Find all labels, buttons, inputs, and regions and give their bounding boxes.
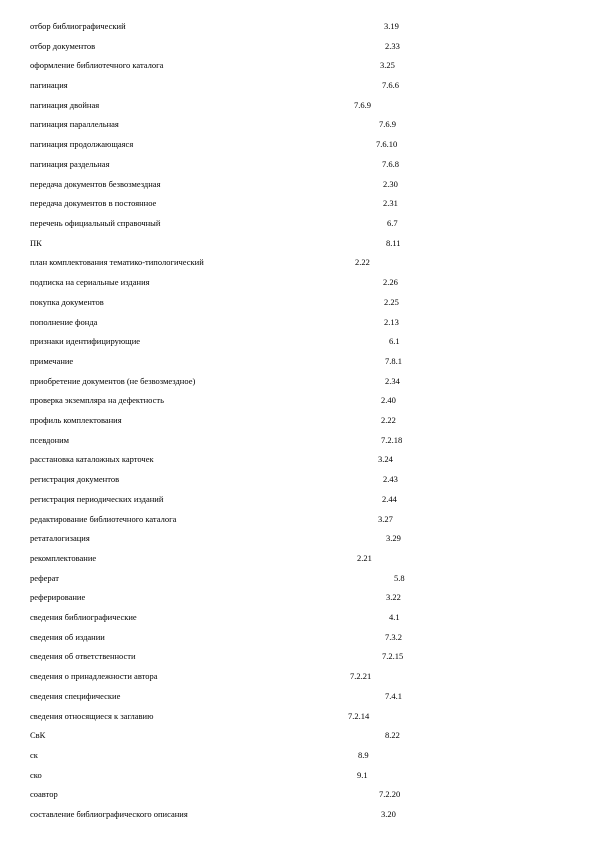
index-entry (0, 650, 595, 662)
index-entry (0, 138, 595, 150)
index-term: пагинация (30, 80, 68, 90)
index-reference-number: 2.33 (385, 41, 400, 51)
index-reference-number: 2.30 (383, 179, 398, 189)
index-term: сведения об ответственности (30, 651, 136, 661)
index-term: оформление библиотечного каталога (30, 60, 164, 70)
index-entry (0, 40, 595, 52)
index-reference-number: 7.6.6 (382, 80, 399, 90)
index-term: расстановка каталожных карточек (30, 454, 154, 464)
index-term: пагинация параллельная (30, 119, 119, 129)
index-reference-number: 6.7 (387, 218, 398, 228)
index-term: подписка на сериальные издания (30, 277, 150, 287)
index-term: примечание (30, 356, 74, 366)
index-term: пополнение фонда (30, 317, 98, 327)
index-reference-number: 7.3.2 (385, 632, 402, 642)
index-reference-number: 3.24 (378, 454, 393, 464)
index-term: проверка экземпляра на дефектность (30, 395, 164, 405)
index-reference-number: 7.2.20 (379, 789, 401, 799)
index-term: сведения относящиеся к заглавию (30, 711, 154, 721)
index-term: реферирование (30, 592, 86, 602)
index-entry (0, 256, 595, 268)
index-reference-number: 4.1 (389, 612, 400, 622)
index-term: сведения о принадлежности автора (30, 671, 158, 681)
index-term: псевдоним (30, 435, 70, 445)
index-term: составление библиографического описания (30, 809, 188, 819)
index-entry (0, 237, 595, 249)
index-term: отбор библиографический (30, 21, 126, 31)
index-term: приобретение документов (не безвозмездное) (30, 376, 196, 386)
index-term: сведения специфические (30, 691, 121, 701)
index-reference-number: 2.40 (381, 395, 396, 405)
index-reference-number: 7.2.15 (382, 651, 404, 661)
index-reference-number: 3.25 (380, 60, 395, 70)
index-reference-number: 9.1 (357, 770, 368, 780)
index-reference-number: 2.25 (384, 297, 399, 307)
index-entry (0, 631, 595, 643)
index-entry (0, 532, 595, 544)
index-entry (0, 670, 595, 682)
index-reference-number: 2.22 (355, 257, 370, 267)
index-term: передача документов в постоянное (30, 198, 157, 208)
index-reference-number: 2.13 (384, 317, 399, 327)
index-entry (0, 769, 595, 781)
index-entry (0, 808, 595, 820)
index-entry (0, 710, 595, 722)
index-term: регистрация периодических изданий (30, 494, 164, 504)
index-reference-number: 7.6.9 (379, 119, 396, 129)
index-reference-number: 7.6.9 (354, 100, 371, 110)
index-term: редактирование библиотечного каталога (30, 514, 177, 524)
index-entry (0, 375, 595, 387)
index-entry (0, 729, 595, 741)
index-entry (0, 453, 595, 465)
index-reference-number: 6.1 (389, 336, 400, 346)
index-term: пагинация раздельная (30, 159, 110, 169)
index-reference-number: 2.34 (385, 376, 400, 386)
index-term: сведения библиографические (30, 612, 137, 622)
index-term: сведения об издании (30, 632, 105, 642)
index-entry (0, 217, 595, 229)
index-entry (0, 749, 595, 761)
index-entry (0, 414, 595, 426)
index-term: профиль комплектования (30, 415, 122, 425)
index-entry (0, 178, 595, 190)
index-entry (0, 355, 595, 367)
index-reference-number: 2.44 (382, 494, 397, 504)
index-reference-number: 7.2.21 (350, 671, 372, 681)
index-entry (0, 79, 595, 91)
index-term: план комплектования тематико-типологический (30, 257, 204, 267)
index-term: реферат (30, 573, 59, 583)
index-term: ПК (30, 238, 42, 248)
index-entry (0, 296, 595, 308)
index-reference-number: 2.21 (357, 553, 372, 563)
index-term: ско (30, 770, 42, 780)
index-entry (0, 316, 595, 328)
index-term: перечень официальный справочный (30, 218, 161, 228)
index-entry (0, 552, 595, 564)
index-reference-number: 7.4.1 (385, 691, 402, 701)
index-reference-number: 7.8.1 (385, 356, 402, 366)
index-entry (0, 197, 595, 209)
index-term: ретаталогизация (30, 533, 90, 543)
index-reference-number: 3.19 (384, 21, 399, 31)
index-entry (0, 690, 595, 702)
index-reference-number: 7.2.14 (348, 711, 370, 721)
index-entry (0, 335, 595, 347)
index-entry (0, 591, 595, 603)
index-entry (0, 99, 595, 111)
index-entry (0, 394, 595, 406)
index-term: СвК (30, 730, 46, 740)
index-reference-number: 2.43 (383, 474, 398, 484)
index-reference-number: 8.9 (358, 750, 369, 760)
index-entry (0, 473, 595, 485)
index-entry (0, 59, 595, 71)
index-term: регистрация документов (30, 474, 120, 484)
index-entry (0, 434, 595, 446)
index-term: отбор документов (30, 41, 96, 51)
index-reference-number: 7.6.10 (376, 139, 398, 149)
index-reference-number: 7.2.18 (381, 435, 403, 445)
index-entry (0, 118, 595, 130)
index-term: пагинация двойная (30, 100, 100, 110)
index-term: соавтор (30, 789, 58, 799)
index-entry (0, 513, 595, 525)
index-entry (0, 611, 595, 623)
index-entry (0, 158, 595, 170)
index-term: признаки идентифицирующие (30, 336, 141, 346)
index-entry (0, 572, 595, 584)
index-reference-number: 7.6.8 (382, 159, 399, 169)
index-reference-number: 8.11 (386, 238, 401, 248)
index-reference-number: 2.26 (383, 277, 398, 287)
index-reference-number: 3.22 (386, 592, 401, 602)
index-term: передача документов безвозмездная (30, 179, 161, 189)
index-reference-number: 5.8 (394, 573, 405, 583)
index-term: покупка документов (30, 297, 104, 307)
index-entry (0, 20, 595, 32)
index-term: пагинация продолжающаяся (30, 139, 134, 149)
index-reference-number: 2.22 (381, 415, 396, 425)
index-reference-number: 8.22 (385, 730, 400, 740)
index-entry (0, 493, 595, 505)
index-term: рекомплектование (30, 553, 97, 563)
index-reference-number: 3.27 (378, 514, 393, 524)
index-term: ск (30, 750, 38, 760)
index-reference-number: 2.31 (383, 198, 398, 208)
index-reference-number: 3.29 (386, 533, 401, 543)
index-reference-number: 3.20 (381, 809, 396, 819)
index-entry (0, 276, 595, 288)
index-entry (0, 788, 595, 800)
